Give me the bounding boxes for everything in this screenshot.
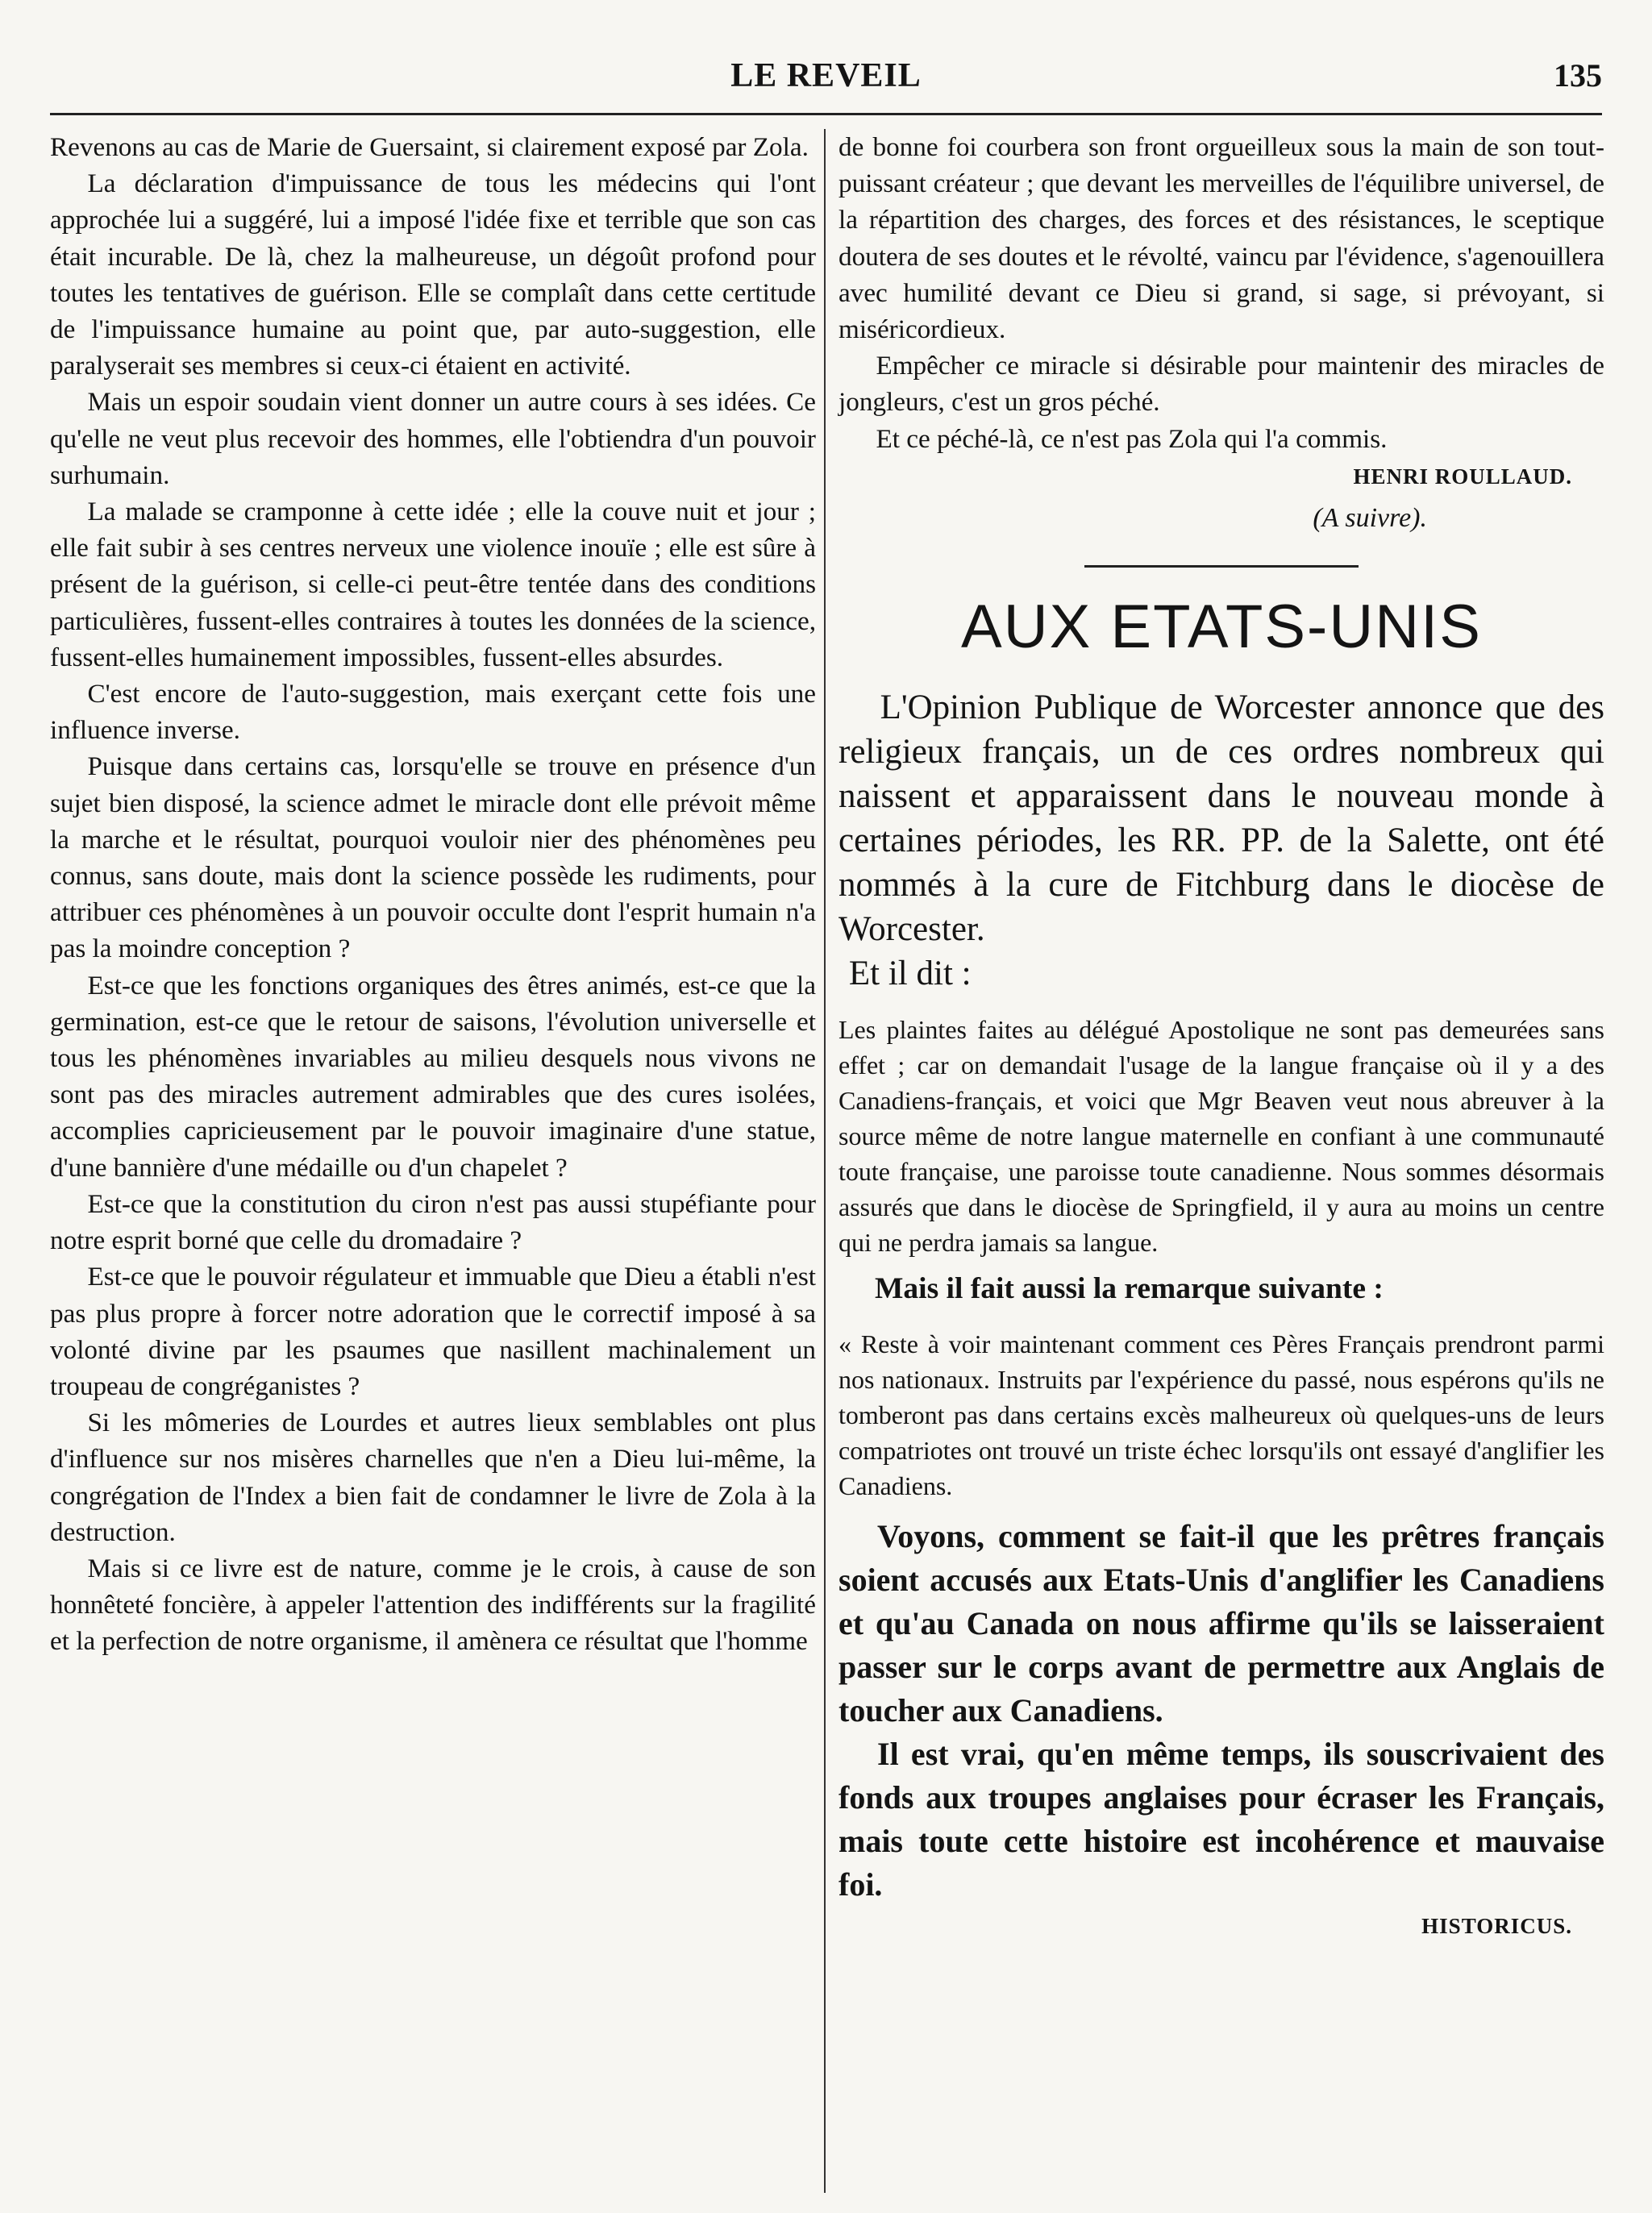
quote-block <box>838 1326 1604 1504</box>
quote-paragraph: Les plaintes faites au délégué Apostolique ne sont pas demeurées sans effet ; car on demandait l'usage de la langue française où il y a des Canadiens-français, et voici que Mgr Beaven veut nous abreuver à la source même de notre langue maternelle en confiant à une communauté toute française, une paroisse toute canadienne. Nous sommes désormais assurés que dans le diocèse de Springfield, il y aura au moins un centre qui ne perdra jamais sa langue. <box>838 1014 1604 1257</box>
closing-signature: HISTORICUS. <box>1421 1913 1572 1938</box>
author-signature: HENRI ROULLAUD. <box>1353 464 1572 489</box>
section-title: AUX ETATS-UNIS <box>961 592 1482 661</box>
article-paragraph: Mais si ce livre est de nature, comme je le crois, à cause de son honnêteté foncière, à appeler l'attention des indifférents sur la fragilité et la perfection de notre organisme, il amènera ce résultat que l'homme <box>50 1553 816 1657</box>
article-paragraph: Puisque dans certains cas, lorsqu'elle se trouve en présence d'un sujet bien disposé, la science admet le miracle dont elle prévoit même la marche et le résultat, pourquoi vouloir nier des phénomènes peu connus, sans doute, mais dont la science possède les rudiments, pour attribuer ces phénomènes à un pouvoir occulte dont l'esprit humain n'a pas la moindre conception ? <box>50 751 816 964</box>
article-paragraph: Mais un espoir soudain vient donner un autre cours à ses idées. Ce qu'elle ne veut plus recevoir des hommes, elle l'obtiendra d'un pouvoir surhumain. <box>50 387 816 490</box>
journal-title: LE REVEIL <box>730 57 922 94</box>
quote-block <box>838 1012 1604 1260</box>
lead-block <box>838 685 1604 996</box>
to-be-continued: (A suivre). <box>1313 502 1427 533</box>
header-rule <box>50 113 1602 115</box>
column-divider <box>824 129 826 2193</box>
page-header <box>50 53 1602 103</box>
article-paragraph: Et ce péché-là, ce n'est pas Zola qui l'a commis. <box>876 423 1388 454</box>
lead-paragraph: L'Opinion Publique de Worcester annonce que des religieux français, un de ces ordres nombreux qui naissent et apparaissent dans le nouveau monde à certaines périodes, les RR. PP. de la Salette, ont été nommés à la cure de Fitchburg dans le diocèse de Worcester. <box>838 688 1604 948</box>
article-paragraph: Si les mômeries de Lourdes et autres lieux semblables ont plus d'influence sur nos misères charnelles que n'en a Dieu lui-même, la congrégation de l'Index a bien fait de condamner le livre de Zola à la destruction. <box>50 1408 816 1547</box>
article-paragraph: Est-ce que les fonctions organiques des êtres animés, est-ce que la germination, est-ce que le retour de saisons, l'évolution universelle et tous les phénomènes invariables au milieu desquels nous vivons ne sont pas des miracles autrement admirables que des cures isolées, accomplies capricieusement par le pouvoir imaginaire d'une statue, d'une bannière d'une médaille ou d'un chapelet ? <box>50 970 816 1183</box>
article-paragraph: C'est encore de l'auto-suggestion, mais exerçant cette fois une influence inverse. <box>50 679 816 746</box>
article-paragraph: La déclaration d'impuissance de tous les médecins qui l'ont approchée lui a suggéré, lui a imposé l'idée fixe et terrible que son cas était incurable. De là, chez la malheureuse, un dégoût profond pour toutes les tentatives de guérison. Elle se complaît dans cette certitude de l'impuissance humaine au point que, par auto-suggestion, elle paralyserait ses membres si ceux-ci étaient en activité. <box>50 168 816 381</box>
lead-paragraph: Et il dit : <box>848 954 972 992</box>
article-paragraph: Empêcher ce miracle si désirable pour maintenir des miracles de jongleurs, c'est un gros péché. <box>838 351 1604 418</box>
remark-line: Mais il fait aussi la remarque suivante : <box>875 1271 1384 1305</box>
article-paragraph: Revenons au cas de Marie de Guersaint, si clairement exposé par Zola. <box>50 132 809 162</box>
section-rule <box>1084 565 1359 568</box>
left-column <box>50 129 816 1660</box>
closing-paragraph: Il est vrai, qu'en même temps, ils souscrivaient des fonds aux troupes anglaises pour écraser les Français, mais toute cette histoire est incohérence et mauvaise foi. <box>838 1735 1604 1903</box>
closing-block <box>838 1515 1604 1907</box>
page-number: 135 <box>1554 57 1602 94</box>
closing-paragraph: Voyons, comment se fait-il que les prêtres français soient accusés aux Etats-Unis d'anglifier les Canadiens et qu'au Canada on nous affirme qu'ils se laisseraient passer sur le corps avant de permettre aux Anglais de toucher aux Canadiens. <box>838 1517 1604 1728</box>
quote-paragraph: « Reste à voir maintenant comment ces Pères Français prendront parmi nos nationaux. Instruits par l'expérience du passé, nous espérons qu'ils ne tomberont pas dans certains excès malheureux où quelques-uns de leurs compatriotes ont trouvé un triste échec lorsqu'ils ont essayé d'anglifier les Canadiens. <box>838 1329 1604 1500</box>
article-paragraph: Est-ce que le pouvoir régulateur et immuable que Dieu a établi n'est pas plus propre à forcer notre adoration que le correctif imposé à sa volonté divine par les psaumes que nasillent machinalement un troupeau de congréganistes ? <box>50 1262 816 1401</box>
remark-line-block <box>838 1268 1604 1310</box>
article-paragraph: La malade se cramponne à cette idée ; elle la couve nuit et jour ; elle fait subir à ses centres nerveux une violence inouïe ; elle est sûre à présent de la guérison, si celle-ci peut-être tentée dans des conditions particulières, fussent-elles contraires à toutes les données de la science, fussent-elles humainement impossibles, fussent-elles absurdes. <box>50 497 816 672</box>
right-column <box>838 129 1604 1945</box>
article-paragraph: Est-ce que la constitution du ciron n'est pas aussi stupéfiante pour notre esprit borné que celle du dromadaire ? <box>50 1188 816 1256</box>
article-paragraph: de bonne foi courbera son front orgueilleux sous la main de son tout-puissant créateur ; que devant les merveilles de l'équilibre universel, de la répartition des charges, des forces et des résistances, le sceptique doutera de ses doutes et le révolté, vaincu par l'évidence, s'agenouillera avec humilité devant ce Dieu si grand, si sage, si prévoyant, si miséricordieux. <box>838 132 1604 345</box>
